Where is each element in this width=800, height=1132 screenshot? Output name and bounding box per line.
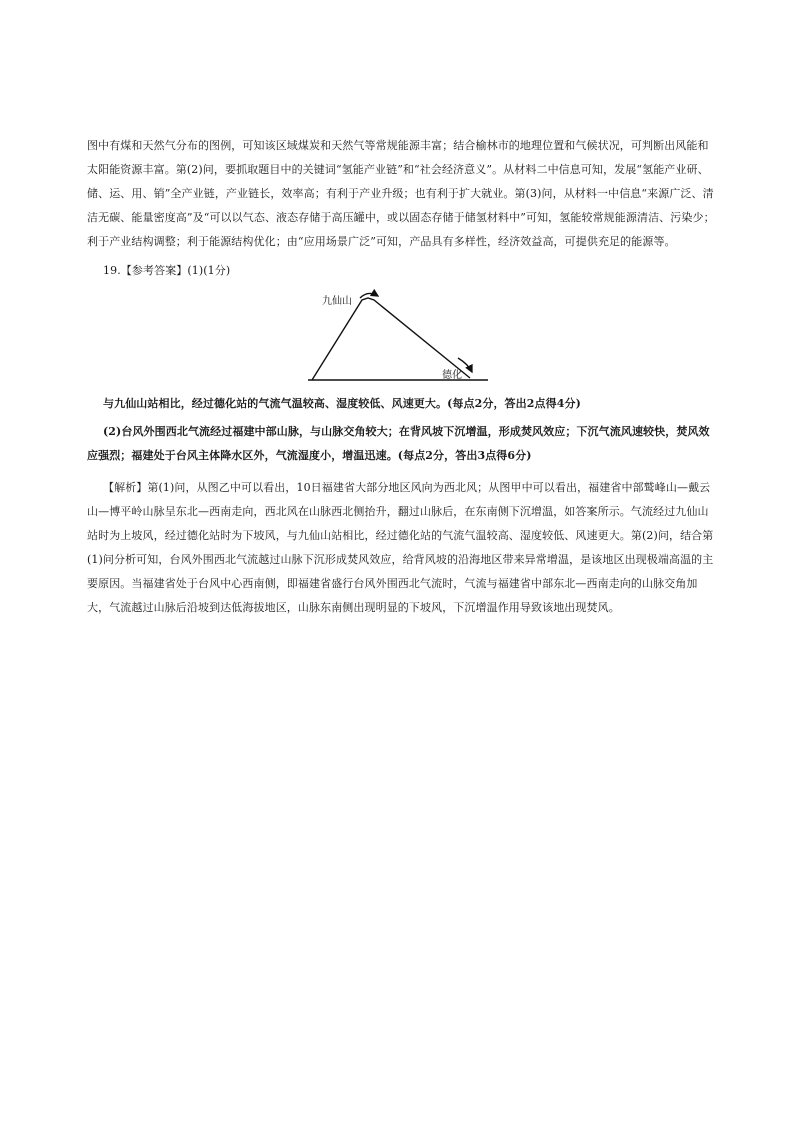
foehn-mountain-diagram — [300, 288, 500, 388]
label-jiuxianshan: 九仙山 — [322, 296, 352, 307]
mountain-outline — [312, 298, 470, 380]
analysis-paragraph-q18: 图中有煤和天然气分布的图例，可知该区域煤炭和天然气等常规能源丰富；结合榆林市的地理位置和气候状况，可判断出风能和太阳能资源丰富。第(2)问，要抓取题目中的关键词“氢能产业链”和“社会经济意义”。从材料二中信息可知，发展“氢能产业研、储、运、用、销”全产业链，产业链长，效率高；有利于产业升级；也有利于扩大就业。第(3)问，从材料一中信息“来源广泛、清洁无碳、能量密度高”及“可以以气态、液态存储于高压罐中，或以固态存储于储氢材料中”可知，氢能较常规能源清洁、污染少；利于产业结构调整；利于能源结构优化；由“应用场景广泛”可知，产品具有多样性，经济效益高，可提供充足的能源等。 — [87, 139, 715, 248]
answer-part-1: 与九仙山站相比，经过德化站的气流气温较高、湿度较低、风速更大。(每点2分，答出2点得4分) — [103, 397, 581, 410]
answer-part-2: (2)台风外围西北气流经过福建中部山脉，与山脉交角较大；在背风坡下沉增温，形成焚风效应；下沉气流风速较快，焚风效应强烈；福建处于台风主体降水区外，气流湿度小，增温迅速。(每点2分，答出3点得6分) — [87, 425, 710, 462]
question-19-heading: 19.【参考答案】(1)(1分) — [103, 264, 231, 277]
label-dehua: 德化 — [442, 370, 462, 381]
analysis-paragraph-q19: 【解析】第(1)问，从图乙中可以看出，10日福建省大部分地区风向为西北风；从图甲中可以看出，福建省中部鹫峰山—戴云山—博平岭山脉呈东北—西南走向，西北风在山脉西北侧抬升，翻过山脉后，在东南侧下沉增温，如答案所示。气流经过九仙山站时为上坡风，经过德化站时为下坡风，与九仙山站相比，经过德化站的气流气温较高、湿度较低、风速更大。第(2)问，结合第(1)问分析可知，台风外围西北气流越过山脉下沉形成焚风效应，给背风坡的沿海地区带来异常增温，是该地区出现极端高温的主要原因。当福建省处于台风中心西南侧，即福建省盛行台风外围西北气流时，气流与福建省中部东北—西南走向的山脉交角加大，气流越过山脉后沿坡到达低海拔地区，山脉东南侧出现明显的下坡风，下沉增温作用导致该地出现焚风。 — [87, 481, 714, 614]
summit-airflow-arrow — [360, 293, 378, 298]
